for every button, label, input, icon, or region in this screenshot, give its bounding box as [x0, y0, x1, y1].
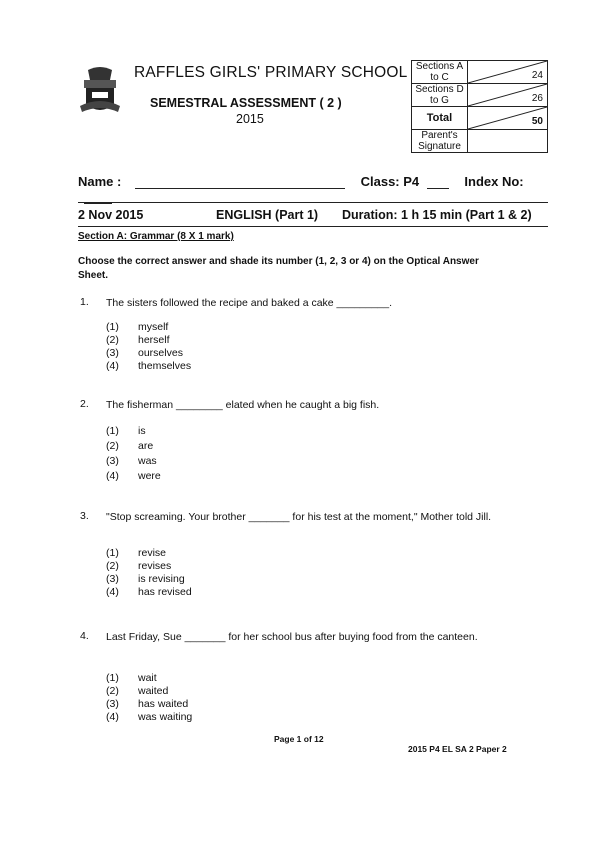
question-number: 4.	[80, 630, 89, 642]
option-text: was	[138, 455, 157, 467]
marks-label-d-g: Sections D to G	[412, 84, 468, 107]
option	[106, 334, 170, 346]
option	[106, 586, 192, 598]
question-text: The fisherman ________ elated when he caught a big fish.	[106, 399, 380, 411]
marks-number-total: 50	[531, 116, 543, 127]
option-text: waited	[138, 685, 169, 697]
index-field[interactable]	[84, 203, 112, 204]
marks-number-a-c: 24	[531, 70, 543, 81]
option	[106, 573, 185, 585]
option-text: myself	[138, 321, 169, 333]
divider-bottom	[78, 226, 548, 227]
option-number: (4)	[106, 470, 119, 482]
question-text: Last Friday, Sue _______ for her school bus after buying food from the canteen.	[106, 631, 478, 643]
option	[106, 470, 161, 482]
assessment-year: 2015	[236, 112, 264, 126]
name-field[interactable]	[135, 188, 345, 189]
duration: Duration: 1 h 15 min (Part 1 & 2)	[342, 208, 532, 222]
option-text: revises	[138, 560, 172, 572]
divider-top	[78, 202, 548, 203]
question-text: The sisters followed the recipe and baked a cake _________.	[106, 297, 393, 309]
assessment-title: SEMESTRAL ASSESSMENT ( 2 )	[150, 96, 342, 110]
class-label: Class: P4	[360, 174, 420, 189]
option-number: (3)	[106, 573, 119, 585]
option-number: (3)	[106, 698, 119, 710]
marks-value-a-c	[468, 61, 548, 84]
option-text: has revised	[138, 586, 192, 598]
option-text: is revising	[138, 573, 185, 585]
option-number: (4)	[106, 711, 119, 723]
section-title: Section A: Grammar (8 X 1 mark)	[78, 231, 234, 242]
option-number: (1)	[106, 547, 119, 559]
option	[106, 360, 191, 372]
paper-info-row	[78, 208, 548, 222]
option-text: ourselves	[138, 347, 183, 359]
option-number: (2)	[106, 334, 119, 346]
option-number: (2)	[106, 685, 119, 697]
marks-label-a-c: Sections A to C	[412, 61, 468, 84]
question-text: "Stop screaming. Your brother _______ for his test at the moment," Mother told Jill.	[106, 511, 492, 523]
option	[106, 672, 157, 684]
question-number: 3.	[80, 510, 89, 522]
option-text: are	[138, 440, 154, 452]
option	[106, 547, 166, 559]
marks-value-d-g	[468, 84, 548, 107]
option-text: is	[138, 425, 146, 437]
option-number: (1)	[106, 672, 119, 684]
option-number: (1)	[106, 425, 119, 437]
marks-table	[411, 60, 548, 153]
option-text: was waiting	[138, 711, 193, 723]
option-number: (4)	[106, 586, 119, 598]
option	[106, 455, 157, 467]
option-number: (2)	[106, 560, 119, 572]
marks-number-d-g: 26	[531, 93, 543, 104]
index-label: Index No:	[464, 174, 524, 189]
class-field[interactable]	[427, 188, 449, 189]
option	[106, 560, 171, 572]
school-crest-icon	[78, 66, 122, 116]
school-name: RAFFLES GIRLS' PRIMARY SCHOOL	[134, 64, 408, 81]
option-text: were	[138, 470, 161, 482]
name-label: Name :	[78, 174, 122, 189]
option-number: (2)	[106, 440, 119, 452]
option	[106, 321, 168, 333]
option-number: (3)	[106, 347, 119, 359]
option-number: (1)	[106, 321, 119, 333]
option-text: herself	[138, 334, 170, 346]
student-info-row	[78, 174, 548, 204]
page-number: Page 1 of 12	[274, 734, 324, 744]
option-text: themselves	[138, 360, 192, 372]
question-number: 1.	[80, 296, 89, 308]
option	[106, 698, 188, 710]
option-text: revise	[138, 547, 167, 559]
exam-date: 2 Nov 2015	[78, 208, 144, 222]
instructions: Choose the correct answer and shade its number (1, 2, 3 or 4) on the Optical Answer Sheet.	[78, 256, 479, 281]
option	[106, 685, 168, 697]
subject-title: ENGLISH (Part 1)	[216, 208, 319, 222]
option-text: has waited	[138, 698, 189, 710]
question-number: 2.	[80, 398, 89, 410]
option	[106, 425, 146, 437]
marks-label-total: Total	[412, 107, 468, 130]
parent-signature-label: Parent's Signature	[412, 130, 468, 153]
marks-value-total	[468, 107, 548, 130]
parent-signature-field[interactable]	[468, 130, 548, 153]
paper-code: 2015 P4 EL SA 2 Paper 2	[408, 744, 507, 754]
option-number: (4)	[106, 360, 119, 372]
option	[106, 347, 183, 359]
option-text: wait	[138, 672, 157, 684]
option	[106, 711, 192, 723]
option	[106, 440, 153, 452]
option-number: (3)	[106, 455, 119, 467]
